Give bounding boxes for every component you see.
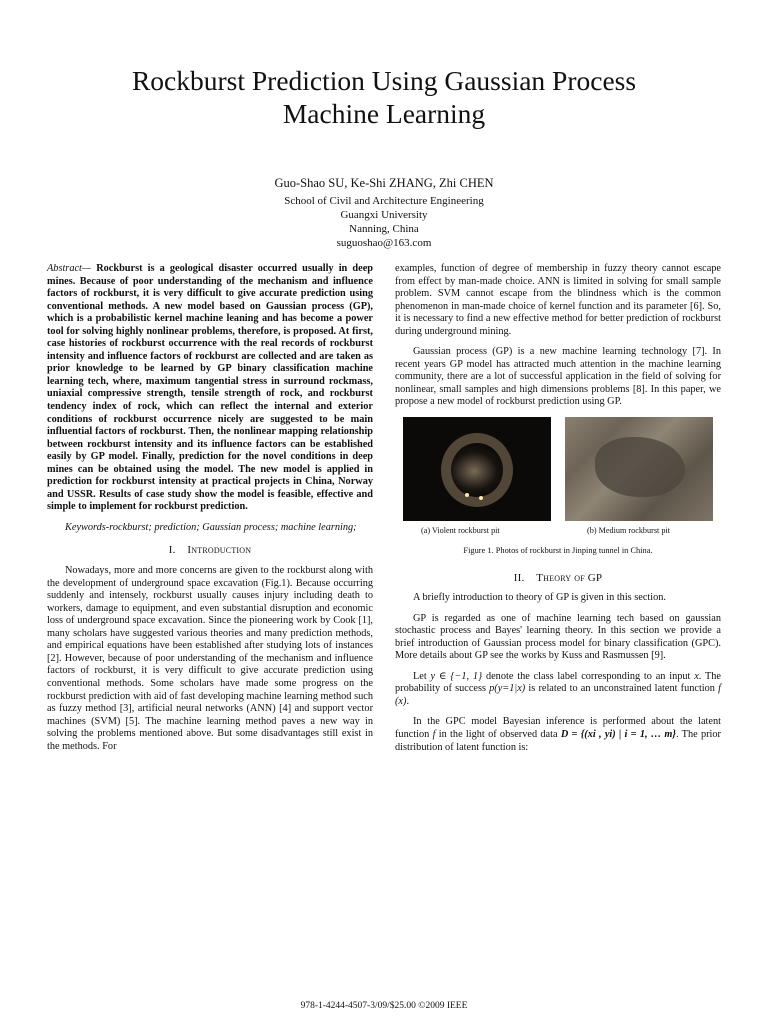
abstract-text: Rockburst is a geological disaster occurred usually in deep mines. Because of poor understanding of the mechanism and influence factors of rockburst, it is very difficult to give accurate prediction using conventional methods. A new model based on Gaussian process (GP), which is a probabilistic kernel machine leaning and has become a power tool for solving highly nonlinear problems, therefore, is proposed. At first, case histories of rockburst occurrence with the real records of rockburst intensity and influence factors of rockburst are collected and are taken as prior knowledge to be learned by GP binary classification machine learning tech, where, maximum tangential stress in surround rockmass, uniaxial compressive strength, tensile strength of rock, and rockburst tendency index of rock, which can reflect the internal and exterior conditions of rockburst occurrence nicely are suggested to be main influential factors of rockburst. Then, the nonlinear mapping relationship between rockburst intensity and its influence factors can be established easily by GP model. Finally, prediction for the novel conditions in deep mines can be obtained using the model. The new model is applied in prediction for rockburst intensity at practical projects in China, Norway and USSR. Results of case study show the model is feasible, effective and simple to implement for rockburst prediction.	[47, 263, 373, 513]
intro-continued-paragraph: examples, function of degree of membership in fuzzy theory cannot escape from effect by man-made choice. ANN is limited in solving for small sample problem. SVM cannot escape from the blindness which is the common phenomenon in man-made choice of kernel function and its parameter [6]. So, it is necessary to find a new effective method for better prediction of rockburst during underground mining.	[395, 263, 721, 337]
affiliation-school: School of Civil and Architecture Engineering	[284, 195, 484, 207]
section-heading-theory: II. Theory of GP	[513, 571, 603, 584]
footer-copyright: 978-1-4244-4507-3/09/$25.00 ©2009 IEEE	[300, 1001, 468, 1011]
section-heading-introduction: I. Introduction	[168, 544, 252, 557]
affiliation-city: Nanning, China	[349, 223, 419, 235]
theory-paragraph-4: In the GPC model Bayesian inference is performed about the latent function f in the light of observed data D = {(xi , yi) | i = 1, … m}. The prior distribution of latent function is:	[395, 716, 721, 753]
violent-rockburst-photo	[403, 417, 551, 521]
abstract-label: Abstract—	[47, 263, 92, 274]
introduction-paragraph: Nowadays, more and more concerns are given to the rockburst along with the development of underground space excavation (Fig.1). Because occurring suddenly and intensely, rockburst usually causes injury including death to workers, damage to equipment, and even substantial disruption and economic loss of underground space excavation. Since the pioneering work by Cook [1], many scholars have suggested various theories and many prediction methods, and empirical equations have been established after studying lots of instances [2]. However, because of poor understanding of the mechanism and influence factors of rockburst, it is very difficult to give accurate prediction using conventional methods. Some scholars have made some progress on the rockburst prediction with aid of fast developing machine learning method such as fuzzy method [3], artificial neural networks (ANN) [4] and support vector machines (SVM) [5]. The machine learning method paves a new way in solving the problems mentioned above. But some disadvantages still exist in the methods. For	[47, 565, 373, 752]
right-column	[395, 263, 721, 762]
author-list: Guo-Shao SU, Ke-Shi ZHANG, Zhi CHEN	[274, 176, 494, 190]
figure-caption: Figure 1. Photos of rockburst in Jinping tunnel in China.	[463, 546, 653, 556]
left-column	[47, 263, 373, 761]
figure-1	[395, 417, 721, 521]
equation-latent-function: f (x)	[395, 683, 722, 707]
title-line-1: Rockburst Prediction Using Gaussian Process	[131, 65, 637, 96]
affiliation-university: Guangxi University	[340, 209, 428, 221]
equation-probability: p(y=1|x)	[489, 683, 526, 695]
affiliation-email: suguoshao@163.com	[336, 237, 432, 249]
equation-class-label: y ∈ {−1, 1}	[430, 670, 483, 682]
subcaption-b: (b) Medium rockburst pit	[587, 526, 670, 536]
tunnel-lamp	[465, 493, 469, 497]
abstract	[47, 263, 373, 514]
medium-rockburst-photo	[565, 417, 713, 521]
rock-surface	[595, 437, 685, 497]
theory-paragraph-2: GP is regarded as one of machine learning tech based on gaussian stochastic process and Bayes' learning theory. In this section we provide a brief introduction of Gaussian process model for binary classification (GPC). More details about GP see the works by Kuss and Rasmussen [9].	[395, 612, 721, 662]
figure-subcaptions	[395, 525, 721, 539]
equation-observed-data: D = {(xi , yi) | i = 1, … m}	[560, 729, 677, 741]
tunnel-ring	[441, 433, 513, 507]
keywords: Keywords-rockburst; prediction; Gaussian process; machine learning;	[65, 521, 357, 533]
subcaption-a: (a) Violent rockburst pit	[421, 526, 500, 536]
gp-intro-paragraph: Gaussian process (GP) is a new machine learning technology [7]. In recent years GP model has attracted much attention in the machine learning community, there are a lot of successful application in the field of solving for nonlinear, small samples and high dimensions problems [8]. In this paper, we propose a new model of rockburst prediction using GP.	[395, 346, 721, 408]
theory-paragraph-1: A briefly introduction to theory of GP is given in this section.	[413, 592, 667, 604]
tunnel-lamp	[479, 496, 483, 500]
theory-paragraph-3: Let y ∈ {−1, 1} denote the class label corresponding to an input x. The probability of success p(y=1|x) is related to an unconstrained latent function f (x).	[395, 670, 722, 707]
paper-title	[60, 64, 708, 130]
title-line-2: Machine Learning	[282, 98, 486, 129]
